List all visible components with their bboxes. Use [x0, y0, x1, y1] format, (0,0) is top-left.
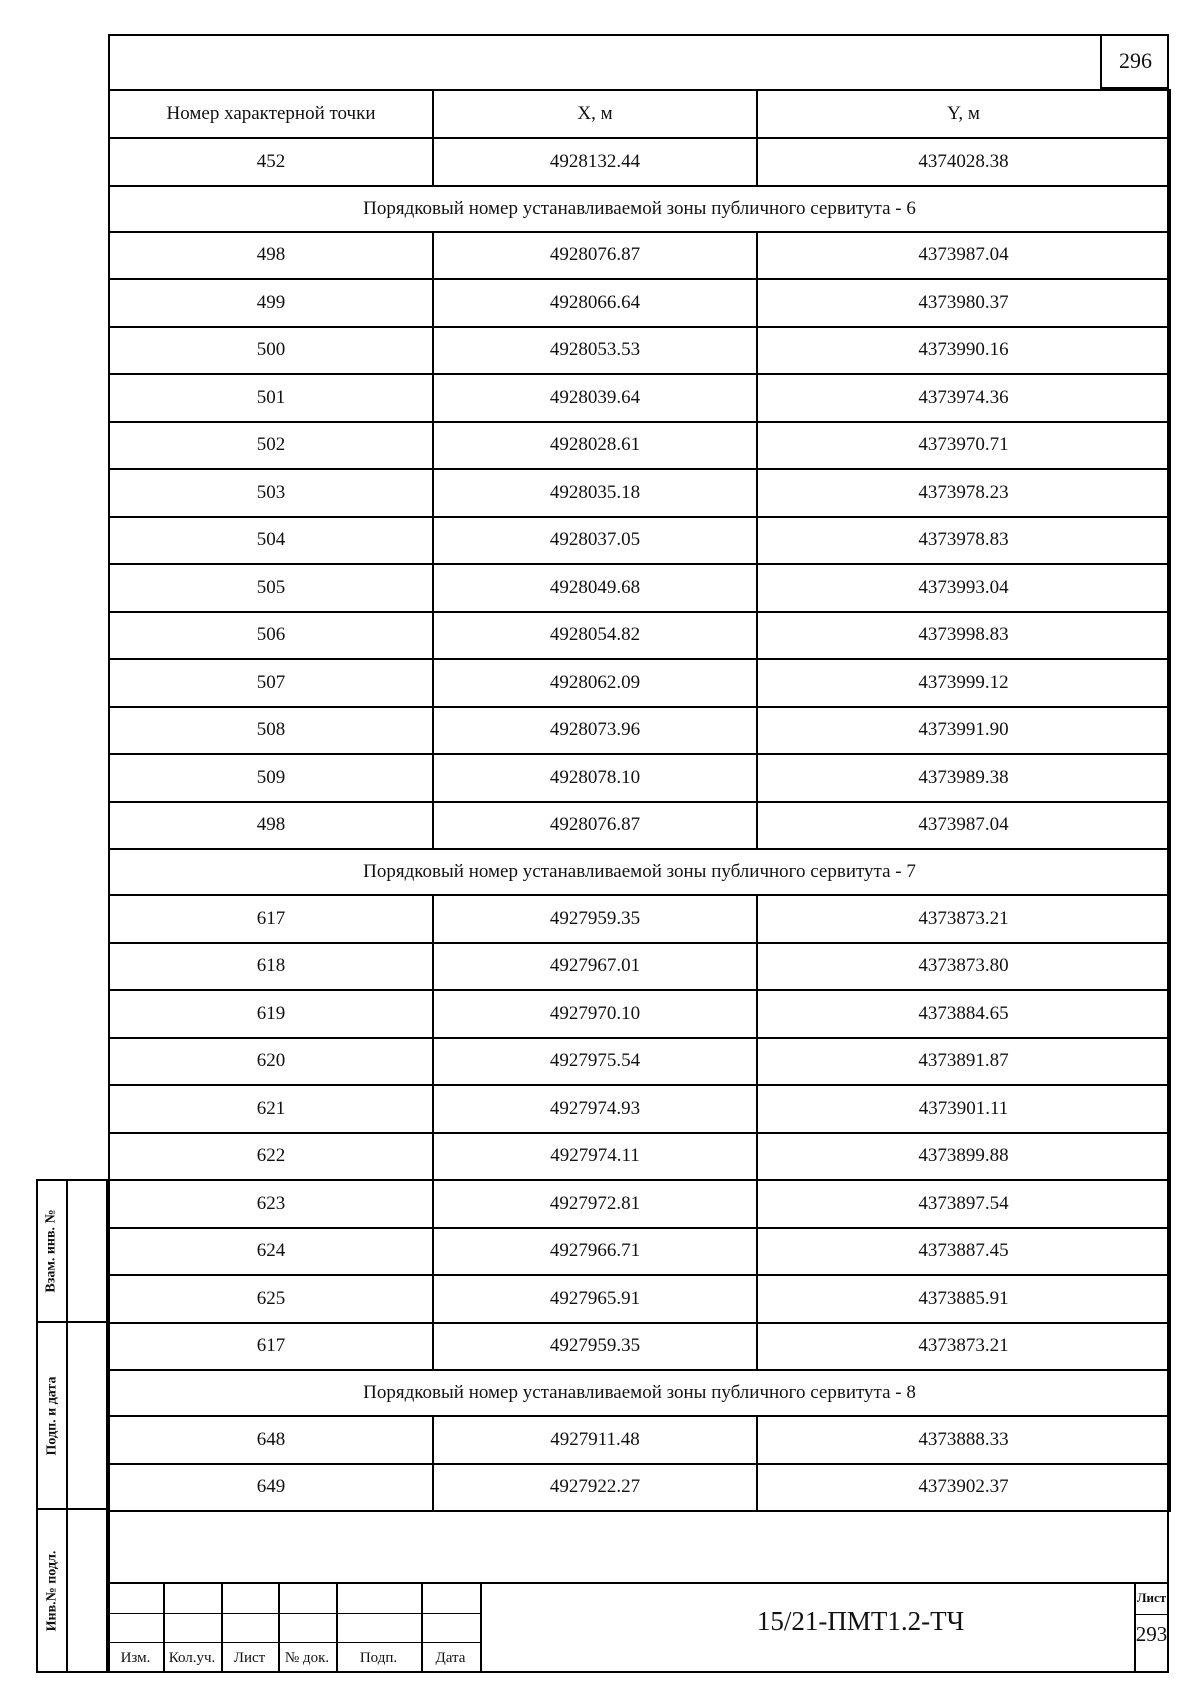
x-coordinate-cell: 4928073.96	[433, 707, 757, 755]
table-row	[109, 895, 1170, 943]
table-row	[109, 754, 1170, 802]
side-stamp-signature-date: Подп. и дата	[44, 1376, 59, 1455]
x-coordinate-cell: 4928078.10	[433, 754, 757, 802]
y-coordinate-cell: 4373885.91	[757, 1275, 1170, 1323]
y-coordinate-cell: 4373891.87	[757, 1038, 1170, 1086]
point-number-cell: 498	[109, 232, 433, 280]
y-coordinate-cell: 4373884.65	[757, 990, 1170, 1038]
x-coordinate-cell: 4927975.54	[433, 1038, 757, 1086]
y-coordinate-cell: 4373990.16	[757, 327, 1170, 375]
point-number-cell: 618	[109, 943, 433, 991]
point-number-cell: 499	[109, 279, 433, 327]
title-block	[108, 1582, 1169, 1673]
point-number-cell: 500	[109, 327, 433, 375]
zone-header-row	[109, 1370, 1170, 1416]
table-row	[109, 1228, 1170, 1276]
point-number-cell: 501	[109, 374, 433, 422]
col-date: Дата	[435, 1650, 466, 1666]
col-count: Кол.уч.	[168, 1650, 216, 1666]
y-coordinate-cell: 4373899.88	[757, 1133, 1170, 1181]
table-row	[109, 232, 1170, 280]
x-coordinate-cell: 4928076.87	[433, 232, 757, 280]
zone-label: Порядковый номер устанавливаемой зоны публичного сервитута - 6	[109, 186, 1170, 232]
table-row	[109, 1323, 1170, 1371]
x-coordinate-cell: 4927911.48	[433, 1416, 757, 1464]
sheet-number: 293	[1135, 1622, 1168, 1646]
y-coordinate-cell: 4373998.83	[757, 612, 1170, 660]
point-number-cell: 504	[109, 517, 433, 565]
table-row	[109, 659, 1170, 707]
table-row	[109, 1085, 1170, 1133]
table-row	[109, 1275, 1170, 1323]
table-row	[109, 1464, 1170, 1512]
document-code: 15/21-ПМТ1.2-ТЧ	[756, 1606, 965, 1636]
table-body	[109, 138, 1170, 1511]
point-number-cell: 648	[109, 1416, 433, 1464]
point-number-cell: 623	[109, 1180, 433, 1228]
x-coordinate-cell: 4928066.64	[433, 279, 757, 327]
y-coordinate-cell: 4373974.36	[757, 374, 1170, 422]
x-coordinate-cell: 4928132.44	[433, 138, 757, 186]
x-coordinate-cell: 4928076.87	[433, 802, 757, 850]
col-doc-number: № док.	[284, 1650, 330, 1666]
y-coordinate-cell: 4373993.04	[757, 564, 1170, 612]
table-row	[109, 1133, 1170, 1181]
table-row	[109, 990, 1170, 1038]
x-coordinate-cell: 4928053.53	[433, 327, 757, 375]
x-coordinate-cell: 4927970.10	[433, 990, 757, 1038]
y-coordinate-cell: 4373980.37	[757, 279, 1170, 327]
point-number-cell: 506	[109, 612, 433, 660]
y-coordinate-cell: 4373978.23	[757, 469, 1170, 517]
point-number-cell: 507	[109, 659, 433, 707]
y-coordinate-cell: 4373873.21	[757, 895, 1170, 943]
table-row	[109, 327, 1170, 375]
page-number: 296	[1100, 34, 1169, 89]
y-coordinate-cell: 4373987.04	[757, 802, 1170, 850]
col-change: Изм.	[120, 1650, 151, 1666]
point-number-cell: 624	[109, 1228, 433, 1276]
y-coordinate-cell: 4373901.11	[757, 1085, 1170, 1133]
y-coordinate-cell: 4373999.12	[757, 659, 1170, 707]
y-coordinate-cell: 4373991.90	[757, 707, 1170, 755]
y-coordinate-cell: 4373970.71	[757, 422, 1170, 470]
x-coordinate-cell: 4927959.35	[433, 1323, 757, 1371]
point-number-cell: 617	[109, 1323, 433, 1371]
y-coordinate-cell: 4373987.04	[757, 232, 1170, 280]
y-coordinate-cell: 4373989.38	[757, 754, 1170, 802]
x-coordinate-cell: 4927965.91	[433, 1275, 757, 1323]
table-row	[109, 1038, 1170, 1086]
point-number-cell: 617	[109, 895, 433, 943]
table-row	[109, 943, 1170, 991]
point-number-cell: 509	[109, 754, 433, 802]
table-row	[109, 612, 1170, 660]
header-x: X, м	[433, 90, 757, 138]
header-point-number: Номер характерной точки	[109, 90, 433, 138]
x-coordinate-cell: 4927974.93	[433, 1085, 757, 1133]
table-row	[109, 1180, 1170, 1228]
side-stamp	[36, 1179, 108, 1673]
x-coordinate-cell: 4927974.11	[433, 1133, 757, 1181]
x-coordinate-cell: 4927922.27	[433, 1464, 757, 1512]
y-coordinate-cell: 4373902.37	[757, 1464, 1170, 1512]
y-coordinate-cell: 4373897.54	[757, 1180, 1170, 1228]
col-sheet: Лист	[233, 1650, 266, 1666]
x-coordinate-cell: 4928035.18	[433, 469, 757, 517]
point-number-cell: 508	[109, 707, 433, 755]
table-row	[109, 1416, 1170, 1464]
table-row	[109, 802, 1170, 850]
coordinates-table	[108, 89, 1171, 1512]
zone-label: Порядковый номер устанавливаемой зоны публичного сервитута - 7	[109, 849, 1170, 895]
point-number-cell: 649	[109, 1464, 433, 1512]
point-number-cell: 503	[109, 469, 433, 517]
table-header-row	[109, 90, 1170, 138]
y-coordinate-cell: 4373887.45	[757, 1228, 1170, 1276]
x-coordinate-cell: 4928039.64	[433, 374, 757, 422]
side-stamp-original-inventory: Инв.№ подл.	[44, 1550, 59, 1631]
table-row	[109, 279, 1170, 327]
zone-header-row	[109, 186, 1170, 232]
x-coordinate-cell: 4927959.35	[433, 895, 757, 943]
y-coordinate-cell: 4374028.38	[757, 138, 1170, 186]
table-row	[109, 138, 1170, 186]
table-row	[109, 374, 1170, 422]
y-coordinate-cell: 4373873.80	[757, 943, 1170, 991]
point-number-cell: 622	[109, 1133, 433, 1181]
x-coordinate-cell: 4928054.82	[433, 612, 757, 660]
y-coordinate-cell: 4373888.33	[757, 1416, 1170, 1464]
point-number-cell: 621	[109, 1085, 433, 1133]
y-coordinate-cell: 4373978.83	[757, 517, 1170, 565]
table-row	[109, 422, 1170, 470]
x-coordinate-cell: 4928062.09	[433, 659, 757, 707]
table-row	[109, 469, 1170, 517]
zone-header-row	[109, 849, 1170, 895]
point-number-cell: 505	[109, 564, 433, 612]
sheet-label: Лист	[1136, 1590, 1167, 1605]
point-number-cell: 619	[109, 990, 433, 1038]
side-stamp-replacement-inventory: Взам. инв. №	[44, 1209, 60, 1293]
table-row	[109, 707, 1170, 755]
x-coordinate-cell: 4928028.61	[433, 422, 757, 470]
point-number-cell: 452	[109, 138, 433, 186]
x-coordinate-cell: 4927972.81	[433, 1180, 757, 1228]
x-coordinate-cell: 4927966.71	[433, 1228, 757, 1276]
point-number-cell: 625	[109, 1275, 433, 1323]
x-coordinate-cell: 4928037.05	[433, 517, 757, 565]
point-number-cell: 502	[109, 422, 433, 470]
y-coordinate-cell: 4373873.21	[757, 1323, 1170, 1371]
zone-label: Порядковый номер устанавливаемой зоны публичного сервитута - 8	[109, 1370, 1170, 1416]
table-row	[109, 564, 1170, 612]
x-coordinate-cell: 4928049.68	[433, 564, 757, 612]
x-coordinate-cell: 4927967.01	[433, 943, 757, 991]
table-row	[109, 517, 1170, 565]
point-number-cell: 620	[109, 1038, 433, 1086]
point-number-cell: 498	[109, 802, 433, 850]
header-y: Y, м	[757, 90, 1170, 138]
col-signature: Подп.	[359, 1650, 398, 1666]
